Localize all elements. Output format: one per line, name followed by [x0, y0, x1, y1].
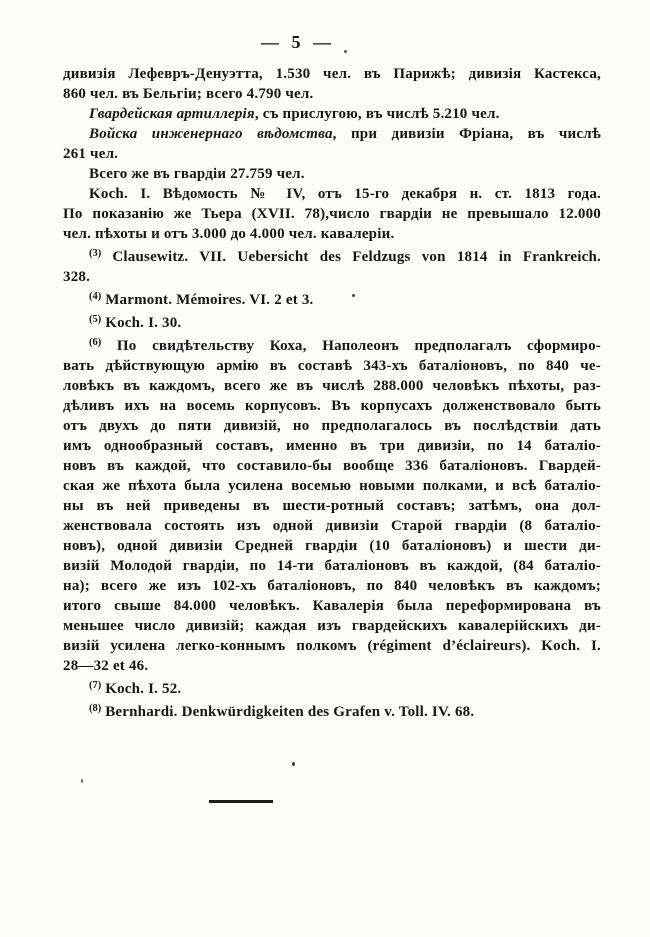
text-segment: Koch. I. 30. [101, 315, 182, 331]
text-segment: визій усилена легко-коннымъ полкомъ (régiment d’éclaireurs). Koch. I. [63, 638, 601, 654]
emphasis-text: Гвардейская артиллерія [89, 106, 255, 122]
text-segment: Всего же въ гвардіи 27.759 чел. [89, 166, 305, 182]
text-line [63, 699, 601, 722]
text-line [63, 616, 601, 636]
text-line [63, 416, 601, 436]
text-line [63, 267, 601, 287]
scan-speck [292, 762, 295, 766]
footnote-marker: (8) [89, 703, 102, 714]
text-segment: , съ прислугою, въ числѣ 5.210 чел. [254, 106, 500, 122]
text-line [63, 224, 601, 244]
scan-speck [344, 50, 347, 53]
footnote-marker: (7) [89, 680, 102, 691]
text-segment: Koch. I. 52. [101, 681, 182, 697]
scan-speck [81, 779, 83, 783]
text-line [63, 476, 601, 496]
text-line [63, 596, 601, 616]
text-segment: Koch. I. Вѣдомость № IV, отъ 15-го декабря н. ст. 1813 года. [89, 186, 601, 202]
text-segment: дивизія Лефевръ-Денуэтта, 1.530 чел. въ Парижѣ; дивизія Кастекса, [63, 66, 601, 82]
text-segment: вать дѣйствующую армію въ составѣ 343-хъ баталіоновъ, по 840 че- [63, 358, 601, 374]
text-line [63, 144, 601, 164]
header-dash-right: — [313, 32, 331, 52]
text-segment: дѣливъ ихъ на восемь корпусовъ. Въ корпусахъ долженствовало быть [63, 398, 601, 414]
text-segment: 860 чел. въ Бельгіи; всего 4.790 чел. [63, 86, 314, 102]
text-line [63, 516, 601, 536]
footnote-rule [209, 800, 273, 803]
text-segment: ская же пѣхота была усилена восемью новыми полками, и всѣ баталіо- [63, 478, 601, 494]
text-line [63, 556, 601, 576]
text-line [63, 287, 601, 310]
text-segment: Marmont. Mémoires. VI. 2 et 3. [101, 292, 314, 308]
text-line [63, 496, 601, 516]
scan-speck [352, 294, 355, 297]
text-block [63, 64, 601, 722]
text-line [63, 676, 601, 699]
text-segment: ловѣкъ въ каждомъ, всего же въ числѣ 288.000 человѣкъ пѣхоты, раз- [63, 378, 601, 394]
text-line [63, 64, 601, 84]
text-segment: По показанію же Тьера (XVII. 78),число гвардіи не превышало 12.000 [63, 206, 601, 222]
text-segment: 28—32 et 46. [63, 658, 149, 674]
text-segment: женствовала состоять изъ одной дивизіи Старой гвардіи (8 баталіо- [63, 518, 601, 534]
text-line [63, 333, 601, 356]
text-line [63, 376, 601, 396]
text-segment: имъ однообразный составъ, именно въ три дивизіи, по 14 баталіо- [63, 438, 601, 454]
text-line [63, 184, 601, 204]
footnote-marker: (6) [89, 337, 102, 348]
page-number: 5 [291, 32, 301, 52]
text-line [63, 536, 601, 556]
text-segment: на); всего же изъ 102-хъ баталіоновъ, по 840 человѣкъ въ каждомъ; [63, 578, 601, 594]
text-segment: новъ въ каждой, что составило-бы вообще 336 баталіоновъ. Гвардей- [63, 458, 601, 474]
text-line [63, 244, 601, 267]
text-line [63, 396, 601, 416]
text-line [63, 84, 601, 104]
text-line [63, 124, 601, 144]
text-segment: итого свыше 84.000 человѣкъ. Кавалерія была переформирована въ [63, 598, 601, 614]
footnote-marker: (3) [89, 248, 102, 259]
text-segment: 328. [63, 269, 91, 285]
text-line [63, 356, 601, 376]
text-segment: чел. пѣхоты и отъ 3.000 до 4.000 чел. кавалеріи. [63, 226, 395, 242]
footnote-marker: (5) [89, 314, 102, 325]
text-segment: , при дивизіи Фріана, въ числѣ [332, 126, 602, 142]
text-segment: отъ двухъ до пяти дивизій, но предполагалось въ послѣдствіи дать [63, 418, 601, 434]
text-line [63, 310, 601, 333]
text-segment: Clausewitz. VII. Uebersicht des Feldzugs von 1814 in Frankreich. [101, 249, 601, 265]
text-segment: По свидѣтельству Коха, Наполеонъ предполагалъ сформиро- [101, 338, 601, 354]
text-line [63, 436, 601, 456]
header-dash-left: — [261, 32, 279, 52]
text-line [63, 456, 601, 476]
emphasis-text: Войска инженернаго вѣдомства [89, 126, 333, 142]
text-segment: 261 чел. [63, 146, 119, 162]
text-segment: Bernhardi. Denkwürdigkeiten des Grafen v. Toll. IV. 68. [101, 704, 475, 720]
text-segment: меньшее число дивизій; каждая изъ гвардейскихъ кавалерійскихъ ди- [63, 618, 601, 634]
text-line [63, 636, 601, 656]
text-line [63, 164, 601, 184]
text-line [63, 656, 601, 676]
text-line [63, 204, 601, 224]
text-line [63, 104, 601, 124]
text-segment: ны въ ней приведены въ шести-ротный составъ; затѣмъ, она дол- [63, 498, 601, 514]
footnote-marker: (4) [89, 291, 102, 302]
page-header [261, 31, 331, 53]
text-segment: новъ), одной дивизіи Средней гвардіи (10 баталіоновъ) и шести ди- [63, 538, 601, 554]
text-segment: визій Молодой гвардіи, по 14-ти баталіоновъ въ каждой, (84 баталіо- [63, 558, 601, 574]
text-line [63, 576, 601, 596]
